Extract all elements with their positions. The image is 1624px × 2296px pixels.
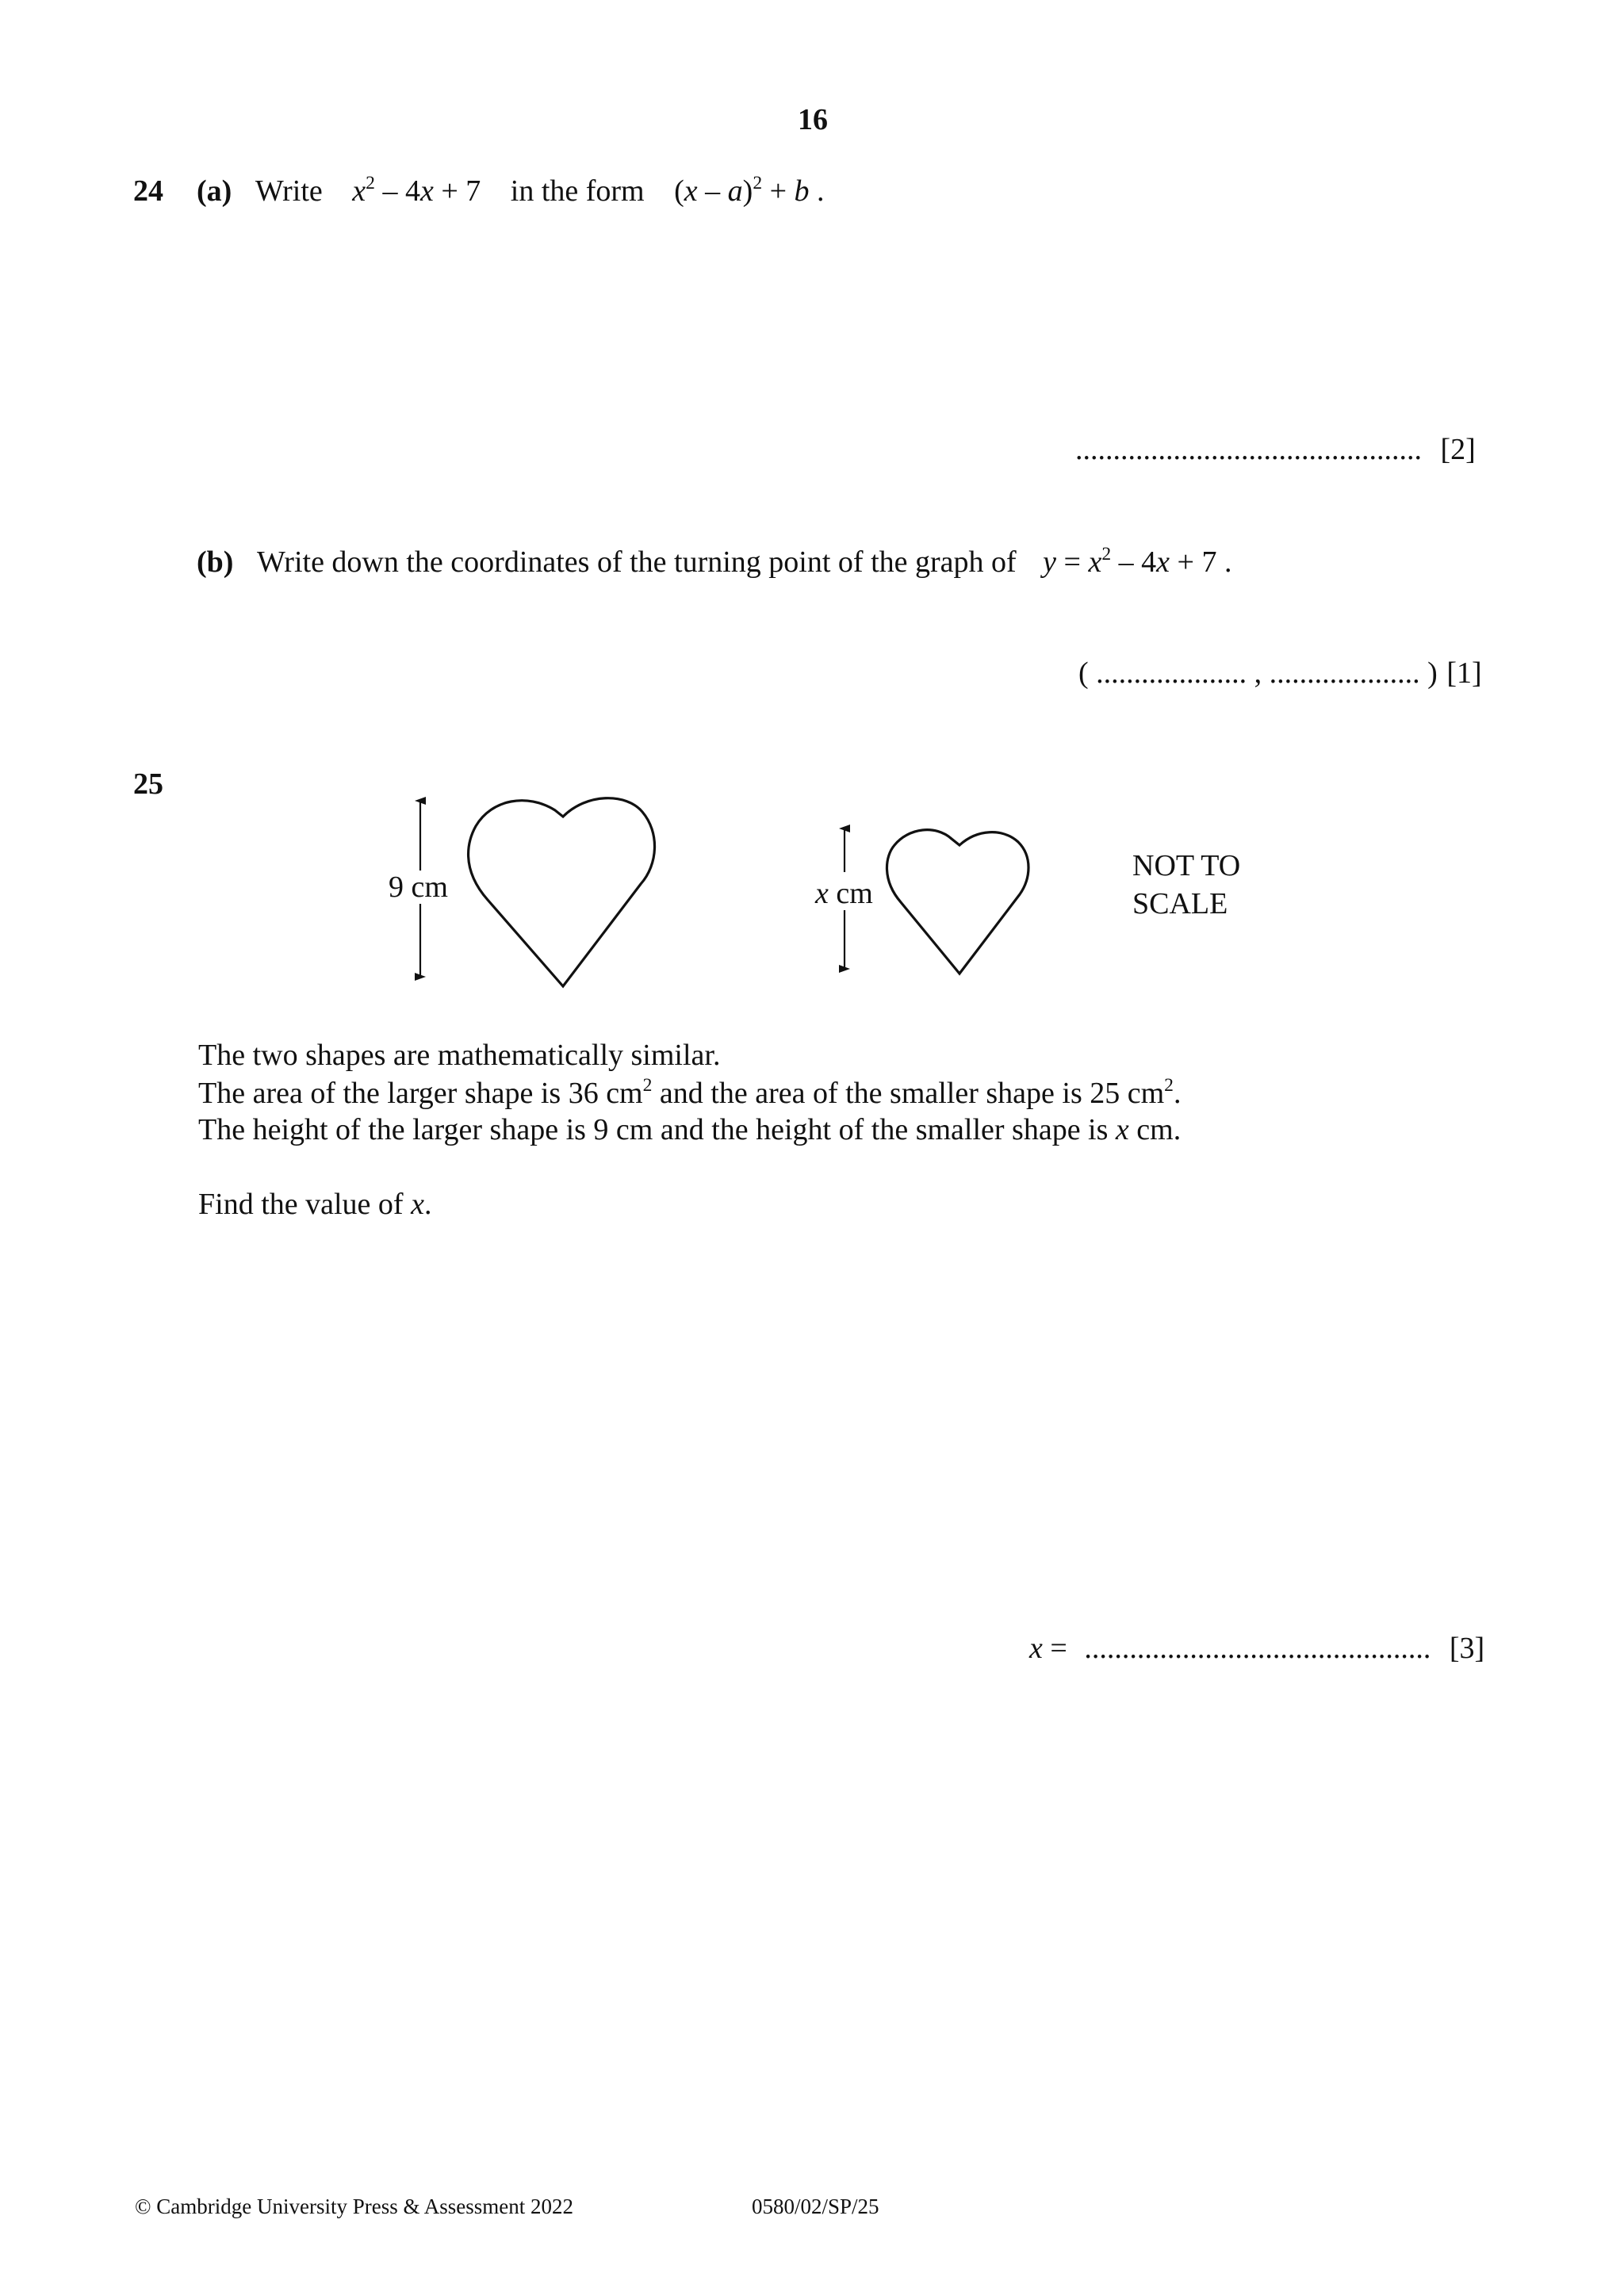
part-b-text: Write down the coordinates of the turning point of the graph of [256,545,1017,579]
not-to-scale-note: NOT TO SCALE [1132,849,1241,920]
marks-24a: [2] [1440,433,1476,466]
part-a-label: (a) [197,174,232,208]
small-height-label: x cm [815,877,873,910]
part-b-label: (b) [197,545,234,579]
page-number: 16 [798,103,828,136]
large-height-label: 9 cm [389,871,448,904]
question-24-number: 24 [133,174,163,208]
q25-find: Find the value of x. [198,1188,432,1221]
answer-dots: .............................................. [1084,1632,1431,1665]
marks-25: [3] [1449,1632,1485,1665]
answer-x: x [1029,1632,1043,1665]
q25-line-2: The area of the larger shape is 36 $cm^2$ and the area of the smaller shape is 25 $cm^2$. [198,1075,1182,1110]
write-word: Write [255,174,323,208]
large-heart-shape [469,798,655,986]
coordinates-answer: ( .................... , .................... ) [1078,656,1438,690]
in-the-form: in the form [510,174,645,208]
footer-code: 0580/02/SP/25 [752,2195,879,2218]
q25-line-1: The two shapes are mathematically similar. [198,1039,721,1072]
question-25-number: 25 [133,767,163,801]
footer-copyright: © Cambridge University Press & Assessment 2022 [135,2195,573,2218]
answer-dots: .............................................. [1075,433,1422,466]
target-form: (x – a)$^2$ + b . [674,173,825,208]
small-heart-shape [887,830,1028,974]
marks-24b: [1] [1446,656,1482,690]
answer-eq: = [1042,1632,1067,1665]
expression: $x^2 - 4x + 7$ [352,173,481,208]
answer-line-25[interactable] [1029,1633,1484,1663]
q25-line-3: The height of the larger shape is 9 cm and the height of the smaller shape is x cm. [198,1113,1182,1146]
equation: $y = x^2 - 4x + 7$ . [1043,544,1232,579]
